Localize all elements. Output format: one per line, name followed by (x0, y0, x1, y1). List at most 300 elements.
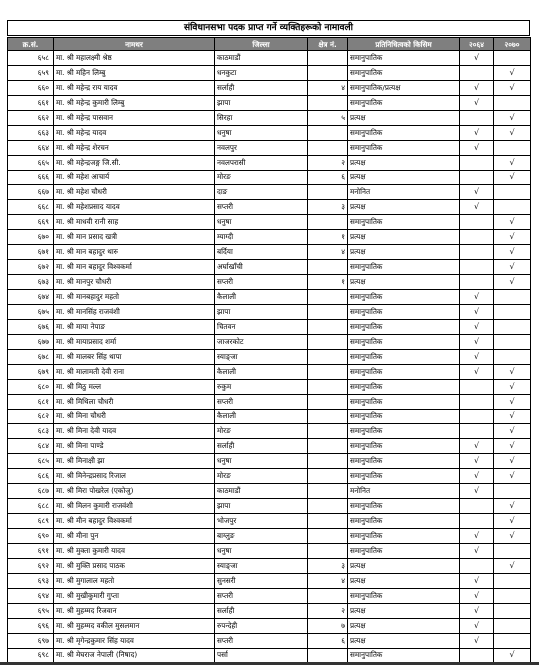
cell-district: अर्घाखाँची (215, 260, 308, 275)
cell-serial: ६७१ (8, 245, 54, 260)
cell-year-2064 (460, 110, 494, 125)
cell-name: मा. श्री मिठु मल्ल (54, 379, 215, 394)
cell-district: स्याङ्जा (215, 558, 308, 573)
cell-year-2064 (460, 424, 494, 439)
cell-representation: समानुपातिक (348, 454, 460, 469)
cell-name: मा. श्री मानसिंह राजवंशी (54, 304, 215, 319)
cell-serial: ६७५ (8, 304, 54, 319)
cell-district: सुनसरी (215, 573, 308, 588)
cell-serial: ६८५ (8, 454, 54, 469)
cell-serial: ६८४ (8, 439, 54, 454)
cell-district: दाङ (215, 185, 308, 200)
header-year-2064: २०६४ (460, 38, 494, 51)
header-name: नामथर (54, 38, 215, 51)
cell-district: धनुषा (215, 543, 308, 558)
cell-constituency (308, 95, 348, 110)
cell-representation: समानुपातिक (348, 260, 460, 275)
cell-year-2070: √ (494, 364, 531, 379)
cell-district: सप्तरी (215, 275, 308, 290)
cell-district: सप्तरी (215, 200, 308, 215)
cell-representation: प्रत्यक्ष (348, 245, 460, 260)
cell-year-2064: √ (460, 633, 494, 648)
cell-year-2064: √ (460, 364, 494, 379)
cell-year-2070: √ (494, 514, 531, 529)
cell-name: मा. श्री मान बहादुर विश्वकर्मा (54, 260, 215, 275)
cell-year-2070 (494, 185, 531, 200)
cell-year-2064 (460, 394, 494, 409)
cell-constituency (308, 529, 348, 544)
cell-year-2064 (460, 648, 494, 663)
cell-representation: समानुपातिक/प्रत्यक्ष (348, 80, 460, 95)
cell-district: काठमाडौं (215, 51, 308, 66)
cell-constituency (308, 424, 348, 439)
cell-year-2070 (494, 334, 531, 349)
cell-district: सिरहा (215, 110, 308, 125)
cell-serial: ६७० (8, 230, 54, 245)
cell-constituency (308, 648, 348, 663)
cell-year-2064 (460, 558, 494, 573)
cell-constituency (308, 409, 348, 424)
cell-name: मा. श्री मिनाक्षी झा (54, 454, 215, 469)
cell-serial: ६९५ (8, 603, 54, 618)
table-row (8, 394, 531, 409)
table-row (8, 260, 531, 275)
cell-constituency (308, 290, 348, 305)
cell-representation: समानुपातिक (348, 65, 460, 80)
cell-year-2070 (494, 484, 531, 499)
cell-serial: ६९८ (8, 648, 54, 663)
cell-serial: ६८२ (8, 409, 54, 424)
cell-name: मा. श्री मुक्ता कुमारी यादव (54, 543, 215, 558)
cell-name: मा. श्री मिना देवी यादव (54, 424, 215, 439)
cell-representation: समानुपातिक (348, 319, 460, 334)
cell-district: कैलाली (215, 364, 308, 379)
cell-serial: ६८९ (8, 514, 54, 529)
cell-district: सप्तरी (215, 394, 308, 409)
cell-constituency (308, 379, 348, 394)
cell-constituency (308, 439, 348, 454)
cell-year-2064 (460, 230, 494, 245)
table-row (8, 275, 531, 290)
cell-district: बर्दिया (215, 245, 308, 260)
cell-year-2064 (460, 245, 494, 260)
cell-constituency: ५ (308, 110, 348, 125)
cell-serial: ६९० (8, 529, 54, 544)
cell-representation: समानुपातिक (348, 588, 460, 603)
cell-year-2070 (494, 633, 531, 648)
cell-district: धनुषा (215, 215, 308, 230)
header-constituency: क्षेत्र नं. (308, 38, 348, 51)
table-row (8, 110, 531, 125)
cell-district: मोरङ (215, 170, 308, 185)
cell-representation: मनोनित (348, 484, 460, 499)
cell-year-2070 (494, 543, 531, 558)
cell-year-2064: √ (460, 95, 494, 110)
cell-year-2064 (460, 170, 494, 185)
cell-year-2070: √ (494, 110, 531, 125)
cell-year-2070 (494, 618, 531, 633)
cell-district: सर्लाही (215, 80, 308, 95)
cell-name: मा. श्री मिना पाण्डे (54, 439, 215, 454)
cell-year-2064: √ (460, 185, 494, 200)
cell-year-2064: √ (460, 140, 494, 155)
cell-serial: ६७३ (8, 275, 54, 290)
cell-name: मा. श्री महेन्द्र यादव (54, 125, 215, 140)
cell-year-2064: √ (460, 80, 494, 95)
cell-name: मा. श्री मानबहादुर महतो (54, 290, 215, 305)
cell-representation: प्रत्यक्ष (348, 275, 460, 290)
cell-year-2070: √ (494, 155, 531, 170)
table-row (8, 618, 531, 633)
cell-year-2070: √ (494, 230, 531, 245)
cell-name: मा. श्री मिरा पोखरेल (एकोजु) (54, 484, 215, 499)
cell-district: बाग्लुङ (215, 529, 308, 544)
cell-name: मा. श्री मुखीकुमारी गुप्ता (54, 588, 215, 603)
cell-constituency (308, 364, 348, 379)
cell-name: मा. श्री महेन्द्र राय यादव (54, 80, 215, 95)
cell-year-2070: √ (494, 394, 531, 409)
document-title: संविधानसभा पदक प्राप्त गर्ने व्यक्तिहरूको नामावली (7, 20, 530, 36)
cell-representation: समानुपातिक (348, 469, 460, 484)
table-row (8, 573, 531, 588)
cell-year-2064: √ (460, 588, 494, 603)
cell-representation: समानुपातिक (348, 394, 460, 409)
cell-district: धनुषा (215, 125, 308, 140)
cell-year-2064: √ (460, 469, 494, 484)
cell-year-2064 (460, 65, 494, 80)
table-row (8, 200, 531, 215)
cell-serial: ६६२ (8, 110, 54, 125)
cell-year-2070 (494, 304, 531, 319)
cell-year-2064 (460, 409, 494, 424)
cell-year-2064 (460, 155, 494, 170)
cell-constituency (308, 319, 348, 334)
cell-year-2064: √ (460, 529, 494, 544)
cell-year-2070 (494, 140, 531, 155)
cell-year-2070 (494, 349, 531, 364)
cell-year-2070: √ (494, 499, 531, 514)
cell-year-2064: √ (460, 319, 494, 334)
cell-serial: ६७४ (8, 290, 54, 305)
cell-name: मा. श्री मृगेन्द्रकुमार सिंह यादव (54, 633, 215, 648)
cell-year-2064: √ (460, 454, 494, 469)
table-row (8, 155, 531, 170)
cell-representation: समानुपातिक (348, 304, 460, 319)
cell-constituency: ६ (308, 633, 348, 648)
cell-representation: प्रत्यक्ष (348, 633, 460, 648)
cell-year-2070 (494, 95, 531, 110)
cell-constituency (308, 349, 348, 364)
cell-name: मा. श्री महालक्ष्मी श्रेष्ठ (54, 51, 215, 66)
cell-serial: ६६१ (8, 95, 54, 110)
cell-district: धनकुटा (215, 65, 308, 80)
cell-constituency: ३ (308, 558, 348, 573)
table-row (8, 484, 531, 499)
cell-year-2064 (460, 215, 494, 230)
cell-year-2064 (460, 379, 494, 394)
cell-year-2064: √ (460, 125, 494, 140)
cell-serial: ६६४ (8, 140, 54, 155)
cell-name: मा. श्री महेन्द्रजङ्ग जि.सी. (54, 155, 215, 170)
cell-year-2070 (494, 200, 531, 215)
cell-serial: ६८८ (8, 499, 54, 514)
cell-constituency (308, 499, 348, 514)
cell-constituency: २ (308, 603, 348, 618)
cell-constituency: ४ (308, 245, 348, 260)
cell-constituency: ४ (308, 80, 348, 95)
cell-year-2070 (494, 51, 531, 66)
cell-name: मा. श्री मानपुर चौधरी (54, 275, 215, 290)
cell-year-2064: √ (460, 603, 494, 618)
cell-year-2070 (494, 603, 531, 618)
table-header-row (8, 38, 531, 51)
cell-representation: समानुपातिक (348, 140, 460, 155)
cell-representation: समानुपातिक (348, 334, 460, 349)
cell-name: मा. श्री मीन बहादुर विश्वकर्मा (54, 514, 215, 529)
cell-constituency (308, 125, 348, 140)
cell-representation: समानुपातिक (348, 409, 460, 424)
members-table (7, 37, 531, 663)
cell-year-2070: √ (494, 454, 531, 469)
cell-representation: समानुपातिक (348, 543, 460, 558)
cell-district: रुपन्देही (215, 618, 308, 633)
cell-representation: समानुपातिक (348, 51, 460, 66)
table-row (8, 469, 531, 484)
cell-district: भोजपुर (215, 514, 308, 529)
table-row (8, 603, 531, 618)
cell-representation: समानुपातिक (348, 95, 460, 110)
cell-name: मा. श्री महेश आचार्य (54, 170, 215, 185)
cell-district: झापा (215, 499, 308, 514)
cell-name: मा. श्री मान प्रसाद खत्री (54, 230, 215, 245)
cell-year-2064 (460, 260, 494, 275)
table-row (8, 633, 531, 648)
cell-district: सप्तरी (215, 588, 308, 603)
cell-constituency (308, 260, 348, 275)
cell-serial: ६६९ (8, 215, 54, 230)
cell-district: झापा (215, 304, 308, 319)
cell-year-2070: √ (494, 125, 531, 140)
cell-year-2064: √ (460, 334, 494, 349)
cell-constituency: २ (308, 155, 348, 170)
cell-representation: प्रत्यक्ष (348, 558, 460, 573)
header-year-2070: २०७० (494, 38, 531, 51)
cell-year-2070 (494, 319, 531, 334)
table-row (8, 290, 531, 305)
cell-year-2070: √ (494, 469, 531, 484)
table-row (8, 409, 531, 424)
cell-constituency: ७ (308, 618, 348, 633)
table-row (8, 558, 531, 573)
cell-representation: प्रत्यक्ष (348, 603, 460, 618)
cell-name: मा. श्री मिथिला चौधरी (54, 394, 215, 409)
cell-constituency: १ (308, 230, 348, 245)
cell-constituency: ६ (308, 170, 348, 185)
cell-name: मा. श्री मायाप्रसाद शर्मा (54, 334, 215, 349)
cell-year-2070: √ (494, 260, 531, 275)
cell-year-2064: √ (460, 484, 494, 499)
cell-year-2064: √ (460, 304, 494, 319)
cell-year-2070: √ (494, 65, 531, 80)
cell-serial: ६६५ (8, 155, 54, 170)
cell-year-2064: √ (460, 618, 494, 633)
table-row (8, 439, 531, 454)
cell-constituency: १ (308, 275, 348, 290)
cell-representation: समानुपातिक (348, 424, 460, 439)
cell-serial: ६९१ (8, 543, 54, 558)
cell-representation: समानुपातिक (348, 499, 460, 514)
cell-name: मा. श्री मीना पुन (54, 529, 215, 544)
cell-name: मा. श्री महिन लिम्बु (54, 65, 215, 80)
cell-serial: ६६७ (8, 185, 54, 200)
cell-serial: ६७८ (8, 349, 54, 364)
cell-district: सर्लाही (215, 603, 308, 618)
cell-serial: ६८० (8, 379, 54, 394)
cell-name: मा. श्री महेन्द्र पासवान (54, 110, 215, 125)
cell-representation: प्रत्यक्ष (348, 200, 460, 215)
cell-serial: ६६० (8, 80, 54, 95)
cell-year-2064: √ (460, 439, 494, 454)
cell-year-2070: √ (494, 379, 531, 394)
cell-constituency (308, 543, 348, 558)
cell-district: रुकुम (215, 379, 308, 394)
cell-representation: प्रत्यक्ष (348, 170, 460, 185)
table-row (8, 588, 531, 603)
cell-serial: ६९६ (8, 618, 54, 633)
cell-representation: मनोनित (348, 185, 460, 200)
cell-name: मा. श्री मान बहादुर थारु (54, 245, 215, 260)
table-row (8, 424, 531, 439)
cell-constituency (308, 140, 348, 155)
cell-year-2064: √ (460, 200, 494, 215)
cell-representation: प्रत्यक्ष (348, 573, 460, 588)
cell-constituency (308, 185, 348, 200)
cell-year-2070 (494, 573, 531, 588)
cell-constituency: ३ (308, 200, 348, 215)
table-row (8, 514, 531, 529)
table-row (8, 80, 531, 95)
cell-name: मा. श्री मुहम्मद रिजवान (54, 603, 215, 618)
cell-year-2070: √ (494, 170, 531, 185)
cell-name: मा. श्री मालबर सिंह थापा (54, 349, 215, 364)
cell-year-2070: √ (494, 215, 531, 230)
table-row (8, 543, 531, 558)
cell-representation: समानुपातिक (348, 125, 460, 140)
cell-year-2064 (460, 275, 494, 290)
table-row (8, 334, 531, 349)
cell-name: मा. श्री मिनेन्द्रप्रसाद रिजाल (54, 469, 215, 484)
cell-constituency (308, 514, 348, 529)
table-row (8, 140, 531, 155)
cell-serial: ६९४ (8, 588, 54, 603)
cell-name: मा. श्री माया नेपाङ (54, 319, 215, 334)
header-representation: प्रतिनिधित्वको किसिम (348, 38, 460, 51)
cell-serial: ६७६ (8, 319, 54, 334)
table-row (8, 185, 531, 200)
cell-serial: ६५८ (8, 51, 54, 66)
cell-district: कैलाली (215, 409, 308, 424)
cell-constituency (308, 469, 348, 484)
cell-district: झापा (215, 95, 308, 110)
table-row (8, 125, 531, 140)
table-row (8, 215, 531, 230)
cell-district: सर्लाही (215, 439, 308, 454)
cell-serial: ६९२ (8, 558, 54, 573)
cell-name: मा. श्री माधवी रानी साह (54, 215, 215, 230)
table-row (8, 304, 531, 319)
cell-year-2070: √ (494, 529, 531, 544)
cell-representation: समानुपातिक (348, 215, 460, 230)
cell-representation: समानुपातिक (348, 529, 460, 544)
cell-name: मा. श्री महेश चौधरी (54, 185, 215, 200)
cell-year-2070: √ (494, 648, 531, 663)
table-row (8, 499, 531, 514)
cell-serial: ६८१ (8, 394, 54, 409)
cell-name: मा. श्री महेन्द्र कुमारी लिम्बु (54, 95, 215, 110)
cell-name: मा. श्री मालामती देवी राना (54, 364, 215, 379)
cell-representation: समानुपातिक (348, 364, 460, 379)
cell-constituency: ४ (308, 573, 348, 588)
cell-year-2070 (494, 290, 531, 305)
cell-representation: समानुपातिक (348, 514, 460, 529)
table-row (8, 51, 531, 66)
cell-serial: ६८७ (8, 484, 54, 499)
cell-name: मा. श्री मिना चौधरी (54, 409, 215, 424)
cell-serial: ६९७ (8, 633, 54, 648)
cell-serial: ६७२ (8, 260, 54, 275)
cell-year-2070: √ (494, 80, 531, 95)
cell-serial: ६७९ (8, 364, 54, 379)
cell-year-2070: √ (494, 409, 531, 424)
cell-year-2070: √ (494, 439, 531, 454)
table-row (8, 364, 531, 379)
cell-name: मा. श्री महेशप्रसाद यादव (54, 200, 215, 215)
table-row (8, 319, 531, 334)
cell-district: म्याग्दी (215, 230, 308, 245)
cell-serial: ६७७ (8, 334, 54, 349)
cell-constituency (308, 334, 348, 349)
cell-year-2064: √ (460, 543, 494, 558)
cell-year-2064 (460, 514, 494, 529)
cell-representation: समानुपातिक (348, 439, 460, 454)
cell-district: काठमाडौं (215, 484, 308, 499)
cell-year-2064: √ (460, 290, 494, 305)
cell-district: नवलपुर (215, 140, 308, 155)
cell-district: धनुषा (215, 454, 308, 469)
cell-year-2070 (494, 588, 531, 603)
table-row (8, 454, 531, 469)
cell-name: मा. श्री मेघराज नेपाली (निषाद) (54, 648, 215, 663)
table-row (8, 648, 531, 663)
cell-name: मा. श्री महेन्द्र शेरचन (54, 140, 215, 155)
cell-constituency (308, 394, 348, 409)
cell-district: सप्तरी (215, 633, 308, 648)
table-row (8, 379, 531, 394)
cell-serial: ६८३ (8, 424, 54, 439)
cell-year-2070: √ (494, 245, 531, 260)
cell-representation: समानुपातिक (348, 349, 460, 364)
cell-district: चितवन (215, 319, 308, 334)
cell-year-2064: √ (460, 573, 494, 588)
cell-serial: ६९३ (8, 573, 54, 588)
cell-name: मा. श्री मुहम्मद वकील मुसलमान (54, 618, 215, 633)
table-row (8, 170, 531, 185)
cell-year-2070: √ (494, 424, 531, 439)
cell-district: मोरङ (215, 424, 308, 439)
table-row (8, 349, 531, 364)
cell-constituency (308, 65, 348, 80)
table-row (8, 245, 531, 260)
